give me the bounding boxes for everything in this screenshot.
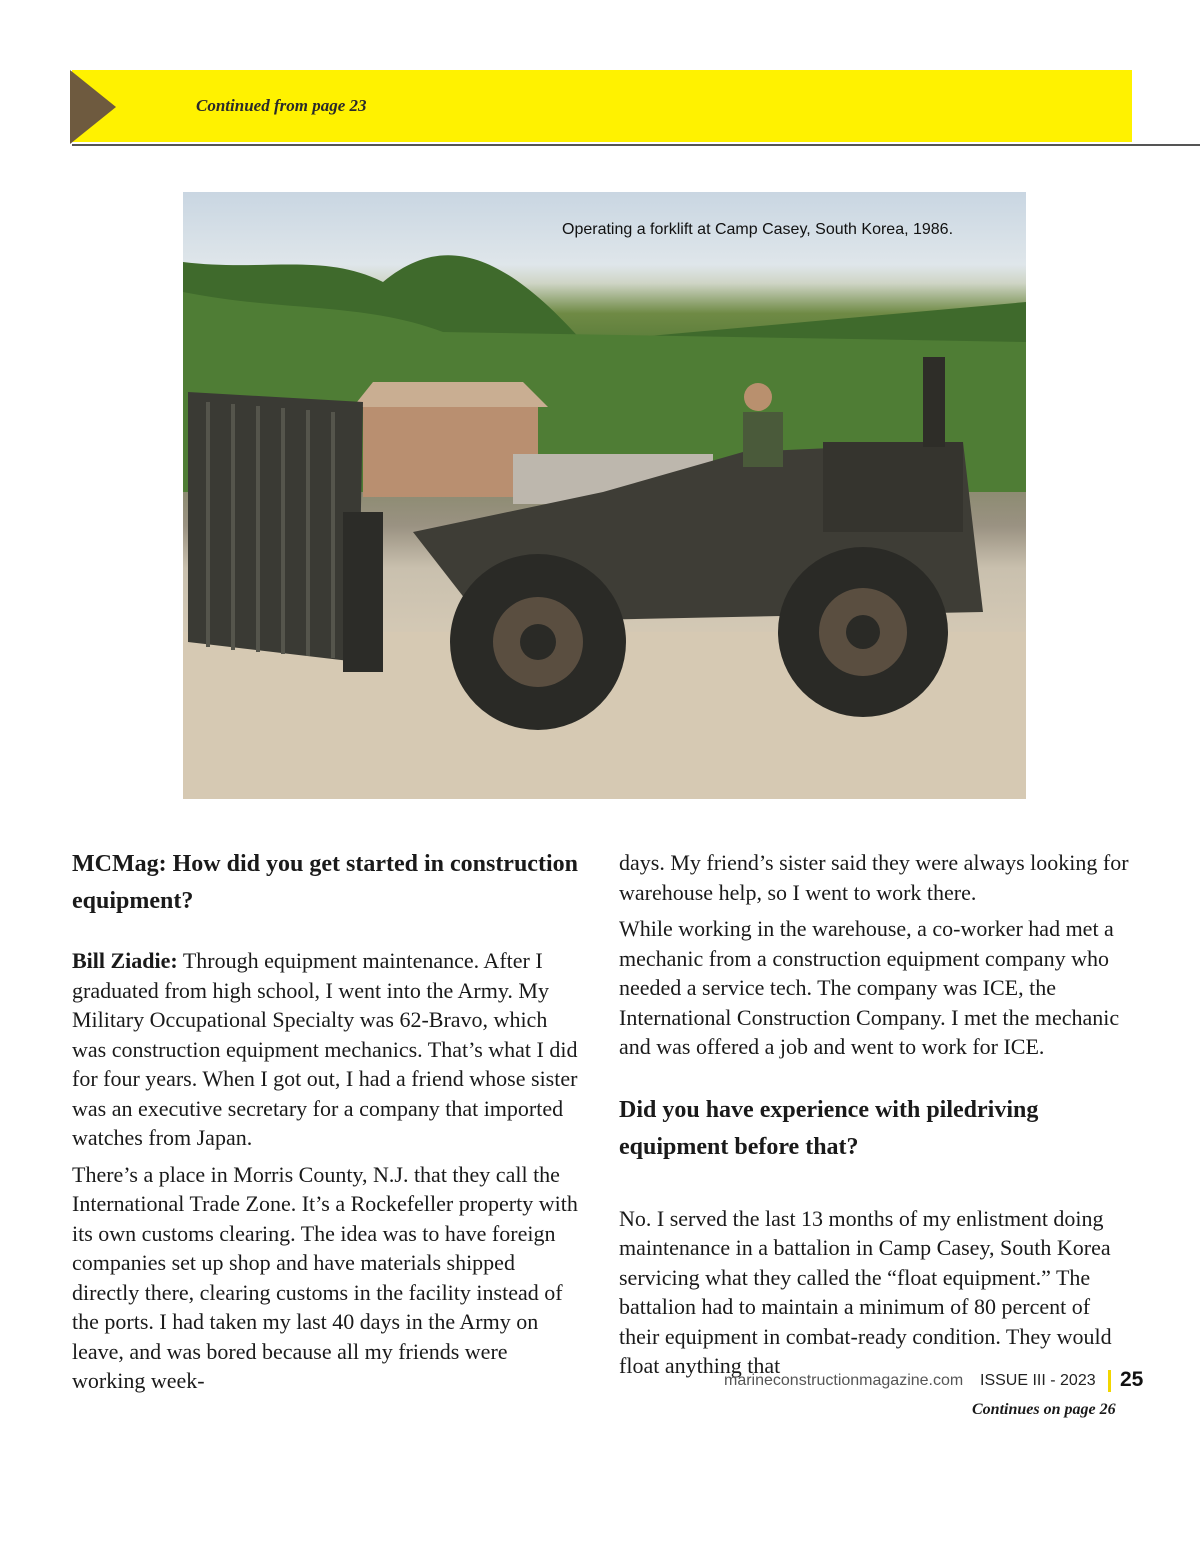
question-heading-2: Did you have experience with piledriving equipment before that?: [619, 1096, 1039, 1160]
header-rule: [72, 144, 1200, 146]
forklift-photo: [183, 192, 1026, 799]
right-column: [619, 848, 1134, 1388]
continues-on-label: Continues on page 26: [972, 1401, 1116, 1418]
footer-issue: ISSUE III - 2023: [980, 1372, 1096, 1389]
speaker-label: Bill Ziadie:: [72, 948, 178, 973]
answer-paragraph-2: There’s a place in Morris County, N.J. that they call the International Trade Zone. It’s a Rockefeller property with its own customs clearing. The idea was to have foreign companies set up shop and have materials shipped directly there, clearing customs in the facility instead of the ports. I had taken my last 40 days in the Army on leave, and was bored because all my friends were working week-: [72, 1161, 578, 1393]
header-arrow-icon: [70, 70, 116, 144]
answer-paragraph-4: While working in the warehouse, a co-worker had met a mechanic from a construction equipment company who needed a service tech. The company was ICE, the International Construction Company. I met the mechanic and was offered a job and went to work for ICE.: [619, 916, 1120, 1059]
page-number: 25: [1120, 1368, 1144, 1391]
footer-site: marineconstructionmagazine.com: [724, 1372, 964, 1389]
answer-paragraph-1: [72, 946, 584, 1153]
forklift-illustration: [183, 192, 1026, 799]
footer-divider: [1108, 1370, 1111, 1392]
photo-caption: Operating a forklift at Camp Casey, South Korea, 1986.: [562, 221, 954, 238]
answer-text-1: Through equipment maintenance. After I graduated from high school, I went into the Army. My Military Occupational Specialty was 62-Bravo, which was construction equipment mechanics. That’s what I did for four years. When I got out, I had a friend whose sister was an executive secretary for a company that imported watches from Japan.: [72, 948, 578, 1150]
answer-paragraph-3: days. My friend’s sister said they were always looking for warehouse help, so I went to work there.: [619, 850, 1129, 905]
continued-from-label: Continued from page 23: [196, 96, 367, 115]
left-column: [72, 846, 584, 1403]
question-heading-1: MCMag: How did you get started in construction equipment?: [72, 851, 578, 914]
answer-paragraph-5: No. I served the last 13 months of my enlistment doing maintenance in a battalion in Camp Casey, South Korea servicing what they called the “float equipment.” The battalion had to maintain a minimum of 80 percent of their equipment in combat-ready condition. They would float anything that: [619, 1205, 1112, 1378]
